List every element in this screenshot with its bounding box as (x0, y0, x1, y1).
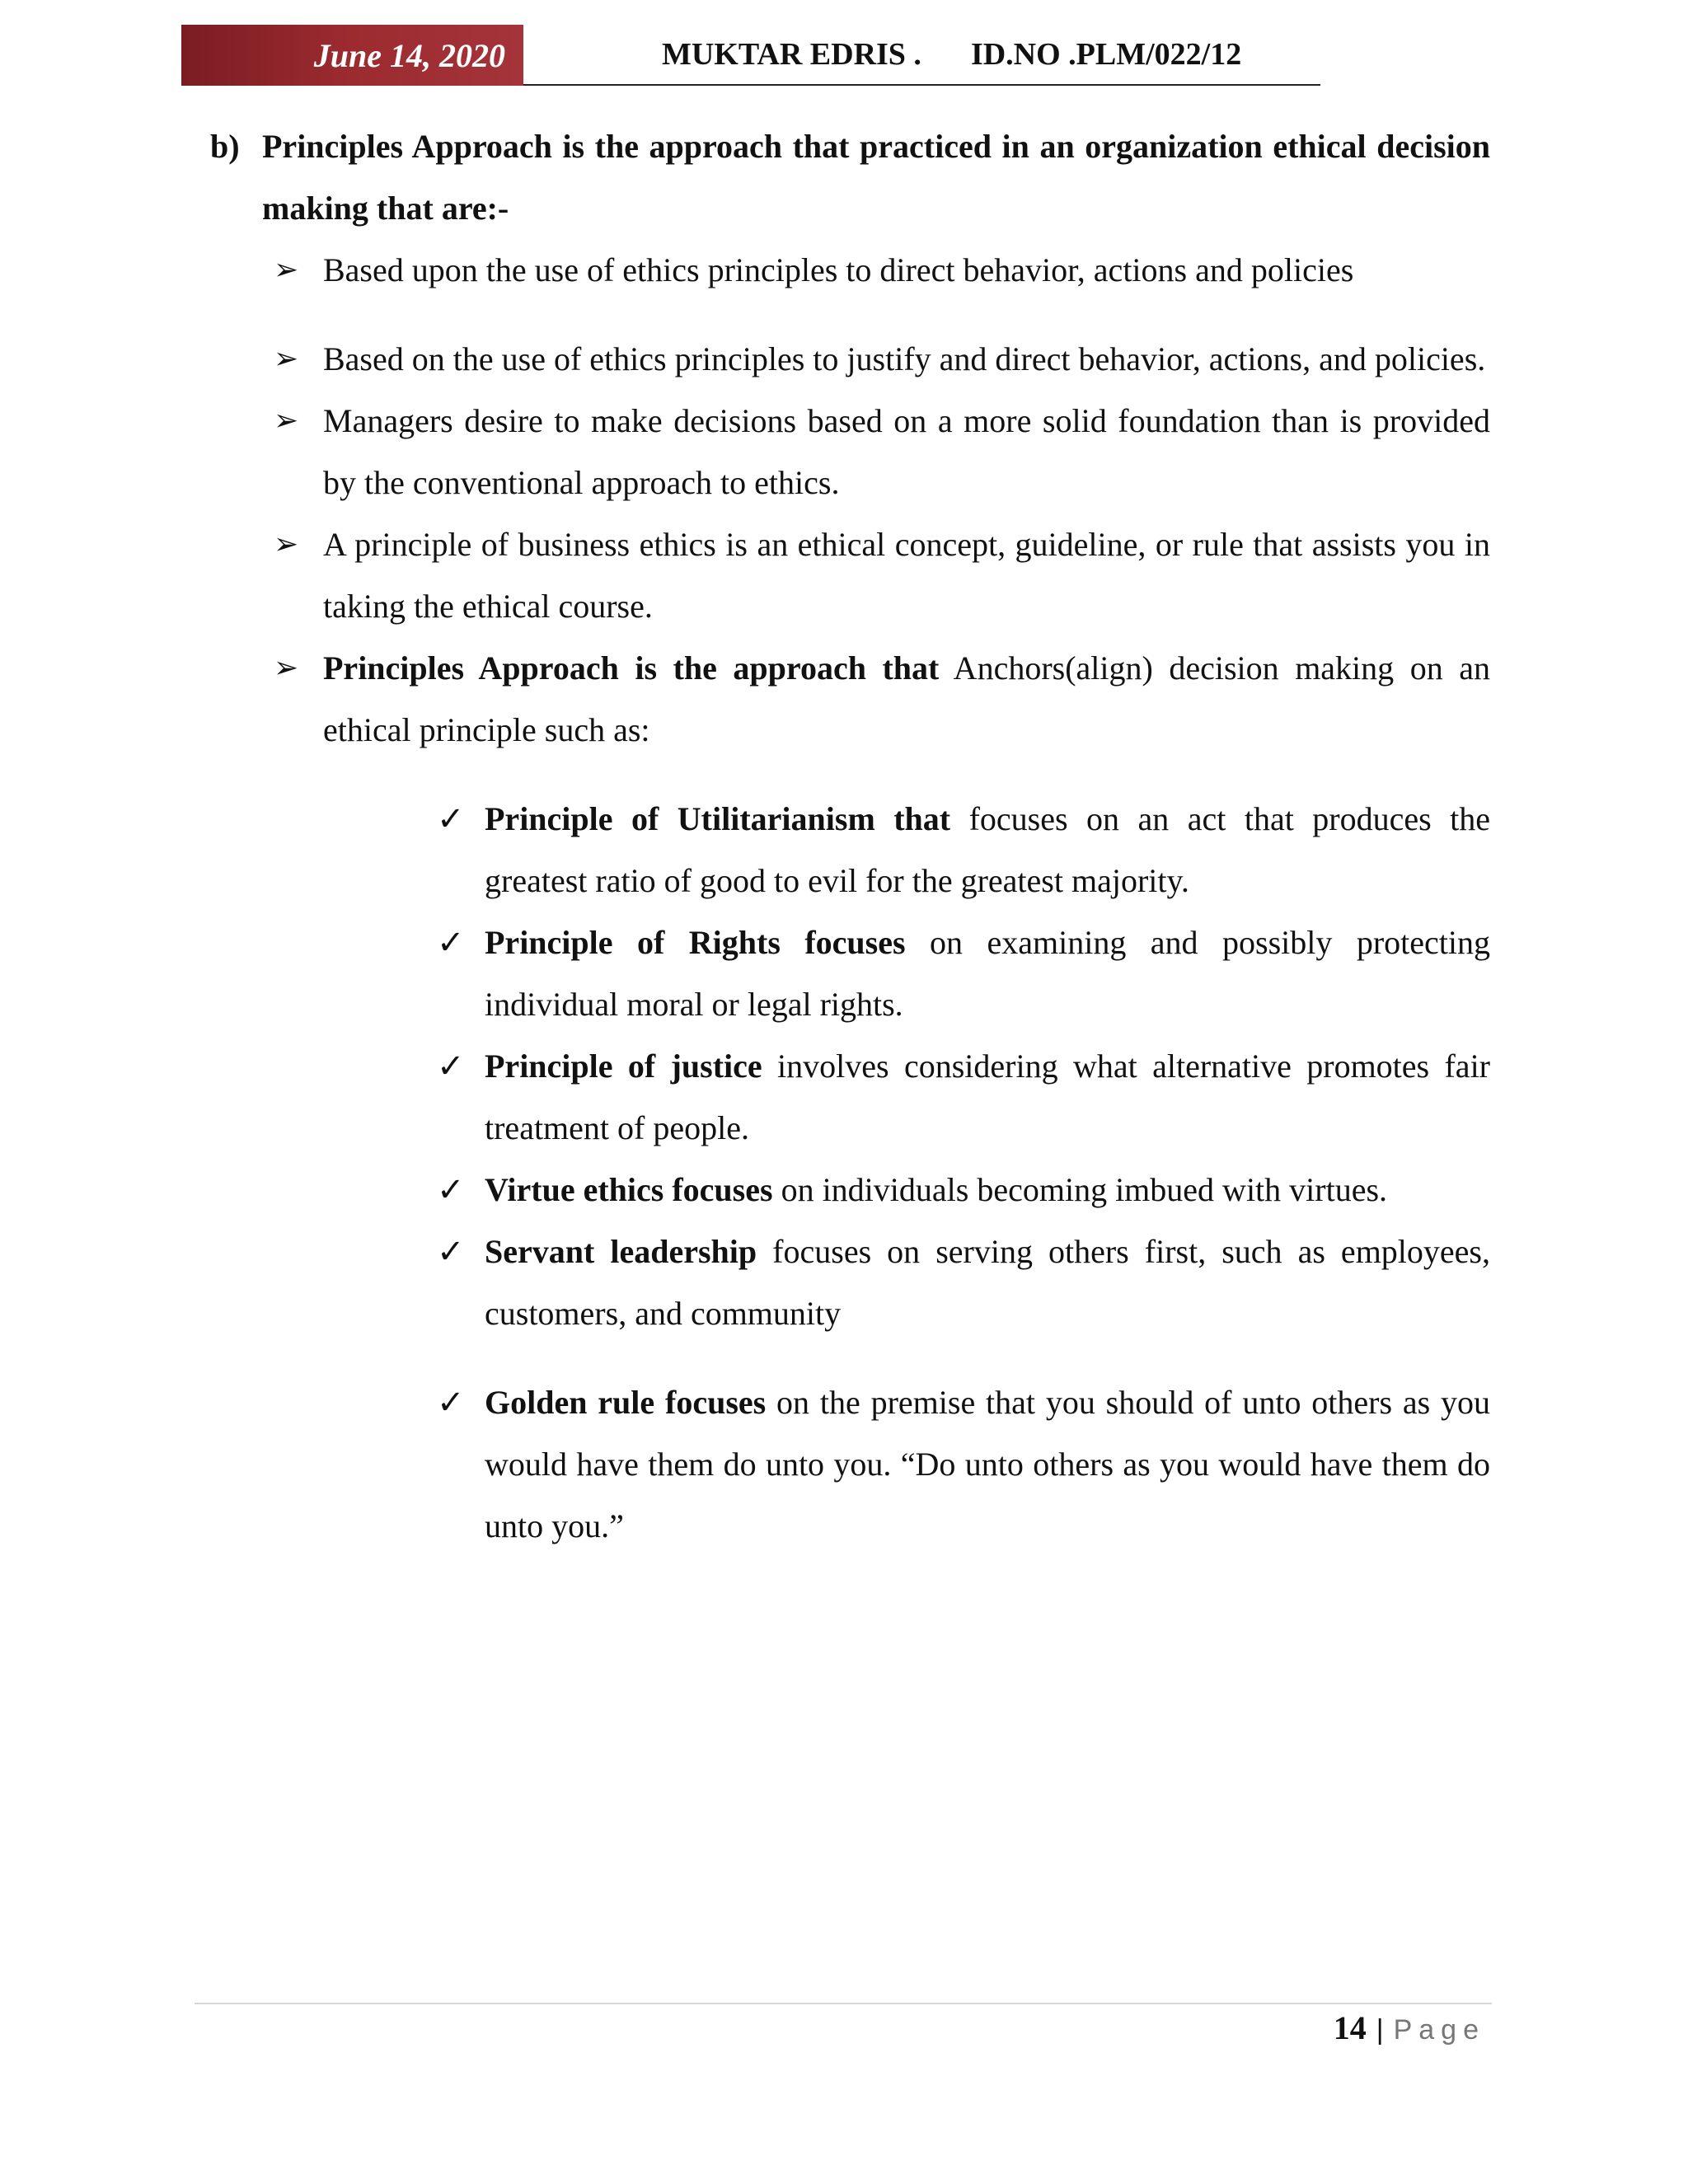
footer-separator: | (1376, 2014, 1384, 2046)
item-text: focuses on serving others first, such as employees, customers, and community (485, 1233, 1490, 1332)
item-bold: Principles Approach is the approach that (323, 649, 940, 687)
spacer (323, 301, 1490, 328)
check-bullet-icon: ✓ (437, 800, 465, 837)
item-bold: Principle of Rights focuses (485, 924, 906, 961)
section-label: b) (210, 128, 240, 165)
page-footer (1334, 2008, 1485, 2047)
list-item (274, 390, 1490, 513)
arrow-bullet-icon: ➢ (274, 404, 299, 437)
author-id: ID.NO .PLM/022/12 (970, 37, 1242, 72)
item-bold: Principle of justice (485, 1047, 762, 1085)
footer-divider (195, 2003, 1492, 2004)
list-item (437, 1035, 1490, 1159)
item-text: Based on the use of ethics principles to justify and direct behavior, actions, and policies. (323, 340, 1486, 377)
page-label: Page (1393, 2014, 1485, 2046)
list-item (437, 788, 1491, 912)
item-text: Managers desire to make decisions based on a more solid foundation than is provided by the conventional approach to ethics. (323, 402, 1490, 501)
item-bold: Servant leadership (485, 1233, 757, 1270)
section-heading-text: Principles Approach is the approach that practiced in an organization ethical decision making that are:- (262, 128, 1490, 227)
item-text: Anchors(align) decision making on an ethical principle such as: (323, 649, 1490, 748)
check-bullet-icon: ✓ (437, 1384, 465, 1421)
item-text: involves considering what alternative promotes fair treatment of people. (485, 1047, 1490, 1146)
author-name: MUKTAR EDRIS . (662, 37, 921, 72)
item-text: Based upon the use of ethics principles to direct behavior, actions and policies (323, 251, 1354, 288)
arrow-bullet-icon: ➢ (274, 651, 299, 684)
arrow-bullet-icon: ➢ (274, 527, 299, 560)
check-bullet-list (437, 788, 1491, 1557)
arrow-bullet-icon: ➢ (274, 342, 299, 375)
arrow-bullet-icon: ➢ (274, 253, 299, 286)
page-number: 14 (1333, 2009, 1367, 2046)
item-bold: Golden rule focuses (485, 1384, 767, 1421)
list-item (437, 912, 1491, 1035)
section-heading (210, 115, 1490, 239)
list-item (274, 239, 1490, 301)
item-text: on individuals becoming imbued with virtues. (772, 1171, 1388, 1208)
item-bold: Virtue ethics focuses (485, 1171, 773, 1208)
item-text: A principle of business ethics is an ethical concept, guideline, or rule that assists you in taking the ethical course. (323, 526, 1490, 625)
list-item (274, 637, 1490, 761)
arrow-bullet-list (274, 239, 1490, 761)
check-bullet-icon: ✓ (437, 1047, 465, 1085)
list-item (437, 1221, 1490, 1344)
item-text: on examining and possibly protecting individual moral or legal rights. (485, 924, 1491, 1023)
item-text: on the premise that you should of unto others as you would have them do unto you. “Do unto others as you would have them do unto you.” (485, 1384, 1491, 1544)
check-bullet-icon: ✓ (437, 1233, 465, 1270)
page-header (181, 25, 1320, 86)
spacer (210, 761, 1490, 788)
item-text: focuses on an act that produces the greatest ratio of good to evil for the greatest majority. (485, 800, 1491, 899)
check-bullet-icon: ✓ (437, 1171, 465, 1208)
list-item (274, 513, 1490, 637)
page-content (210, 115, 1490, 1557)
item-bold: Principle of Utilitarianism that (485, 800, 951, 837)
header-info (523, 25, 1320, 86)
list-item (274, 328, 1490, 390)
list-item (437, 1371, 1491, 1557)
spacer (485, 1344, 1490, 1371)
check-bullet-icon: ✓ (437, 924, 465, 961)
header-date: June 14, 2020 (181, 25, 523, 86)
list-item (437, 1159, 1490, 1221)
